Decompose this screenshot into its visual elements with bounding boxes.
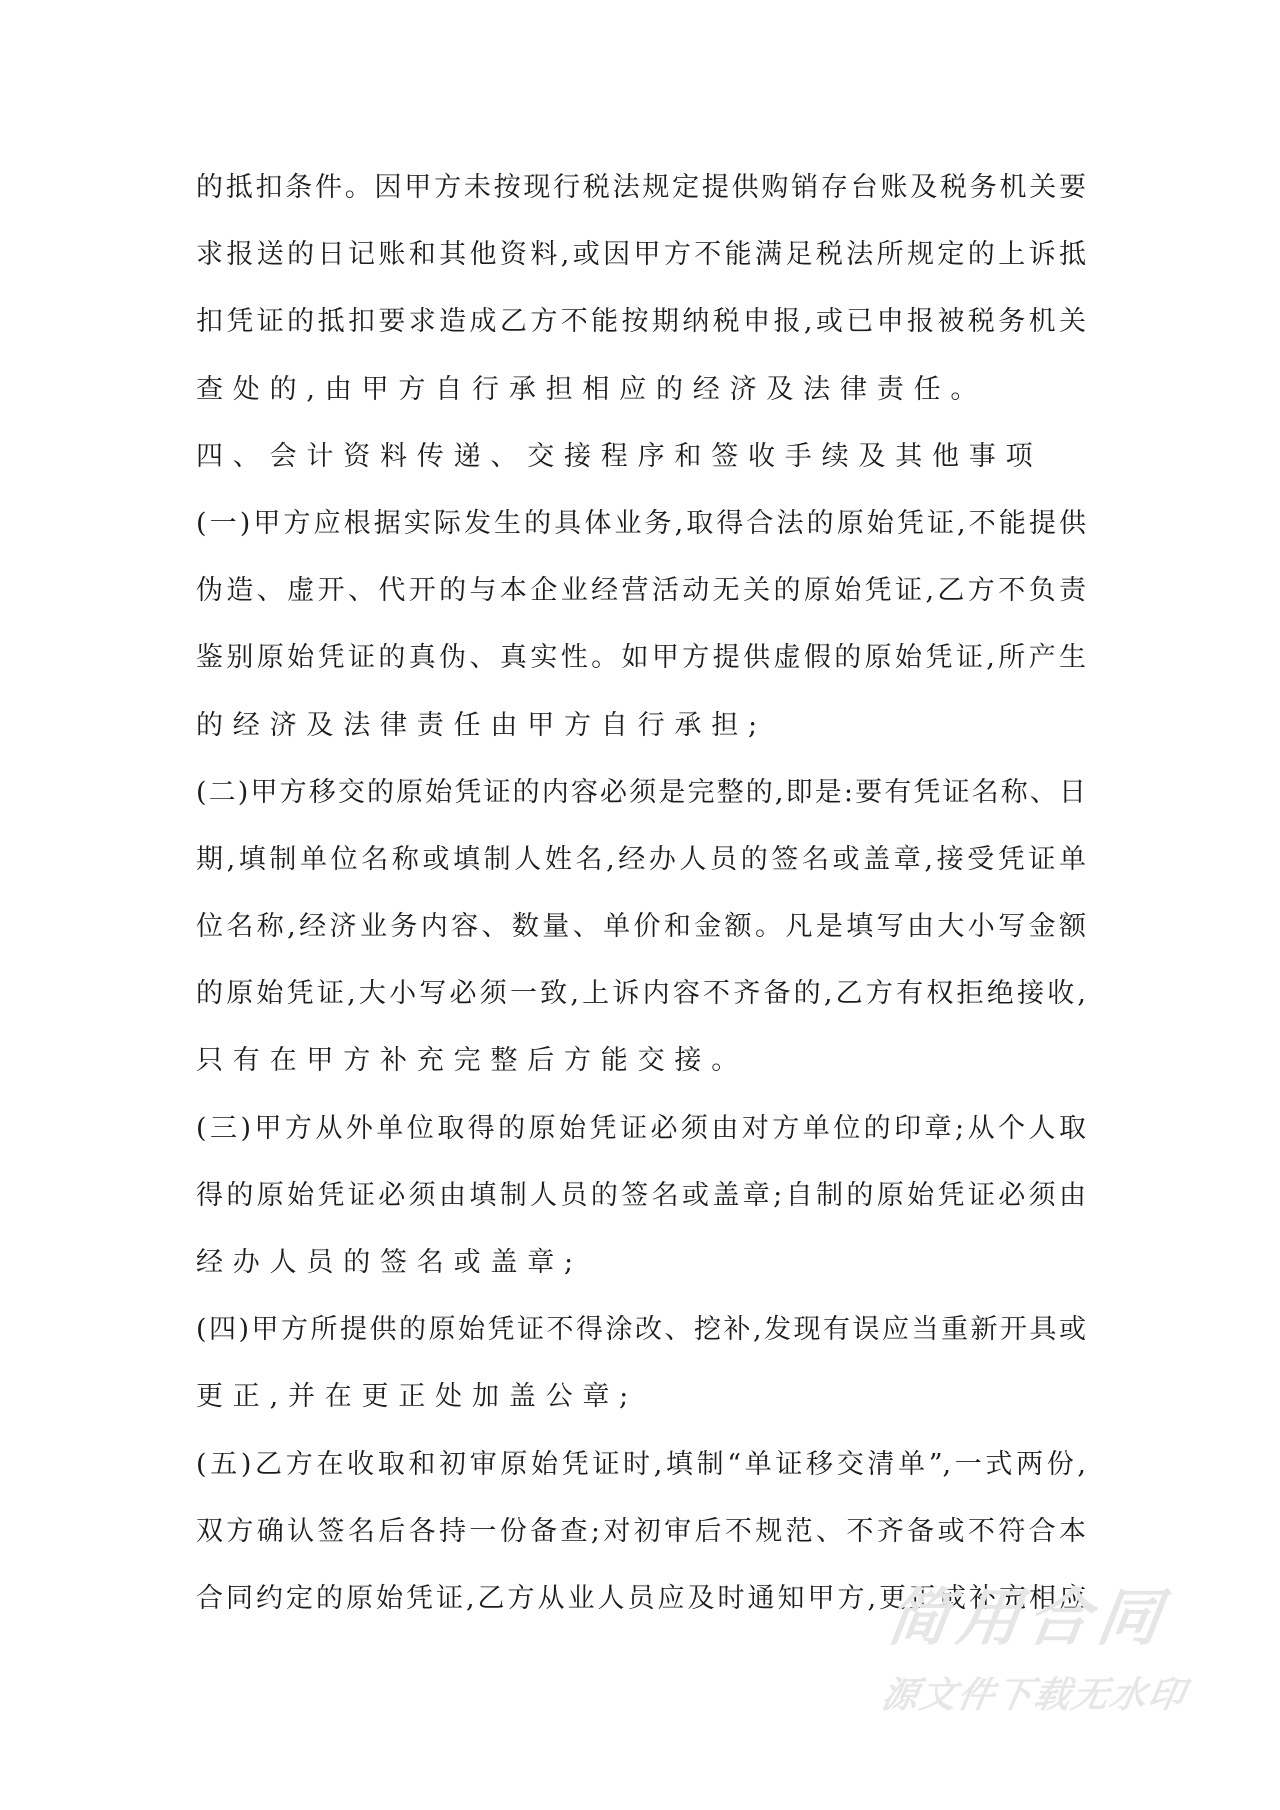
text-line: 伪造、虚开、代开的与本企业经营活动无关的原始凭证,乙方不负责 bbox=[196, 575, 1086, 607]
watermark-note: 源文件下载无水印 bbox=[878, 1675, 1190, 1716]
text-line: 得的原始凭证必须由填制人员的签名或盖章;自制的原始凭证必须由 bbox=[196, 1179, 1086, 1211]
text-line: 鉴别原始凭证的真伪、真实性。如甲方提供虚假的原始凭证,所产生 bbox=[196, 642, 1086, 674]
watermark-brand: 简用合同 bbox=[882, 1581, 1174, 1654]
text-line: 求报送的日记账和其他资料,或因甲方不能满足税法所规定的上诉抵 bbox=[196, 239, 1086, 271]
text-line: 的原始凭证,大小写必须一致,上诉内容不齐备的,乙方有权拒绝接收, bbox=[196, 978, 1086, 1010]
text-line: (四)甲方所提供的原始凭证不得涂改、挖补,发现有误应当重新开具或 bbox=[196, 1314, 1086, 1346]
text-line: 期,填制单位名称或填制人姓名,经办人员的签名或盖章,接受凭证单 bbox=[196, 843, 1086, 875]
text-line: 合同约定的原始凭证,乙方从业人员应及时通知甲方,更正或补充相应 bbox=[196, 1582, 1086, 1614]
section-heading: 四、会计资料传递、交接程序和签收手续及其他事项 bbox=[196, 440, 1043, 472]
text-line: 的抵扣条件。因甲方未按现行税法规定提供购销存台账及税务机关要 bbox=[196, 172, 1086, 203]
text-line: 更正,并在更正处加盖公章; bbox=[196, 1381, 639, 1413]
document-body bbox=[196, 154, 1086, 1632]
text-line: (一)甲方应根据实际发生的具体业务,取得合法的原始凭证,不能提供 bbox=[196, 507, 1086, 539]
text-line: 扣凭证的抵扣要求造成乙方不能按期纳税申报,或已申报被税务机关 bbox=[196, 306, 1086, 338]
text-line: (五)乙方在收取和初审原始凭证时,填制“单证移交清单”,一式两份, bbox=[196, 1448, 1086, 1480]
text-line: 经办人员的签名或盖章; bbox=[196, 1247, 583, 1278]
text-line: 的经济及法律责任由甲方自行承担; bbox=[196, 709, 767, 741]
text-line: (二)甲方移交的原始凭证的内容必须是完整的,即是:要有凭证名称、日 bbox=[196, 776, 1086, 808]
text-line: 只有在甲方补充完整后方能交接。 bbox=[196, 1045, 748, 1077]
text-line: 双方确认签名后各持一份备查;对初审后不规范、不齐备或不符合本 bbox=[196, 1515, 1086, 1547]
text-line: (三)甲方从外单位取得的原始凭证必须由对方单位的印章;从个人取 bbox=[196, 1112, 1086, 1144]
text-line: 位名称,经济业务内容、数量、单价和金额。凡是填写由大小写金额 bbox=[196, 911, 1086, 943]
text-line: 查处的,由甲方自行承担相应的经济及法律责任。 bbox=[196, 373, 988, 405]
